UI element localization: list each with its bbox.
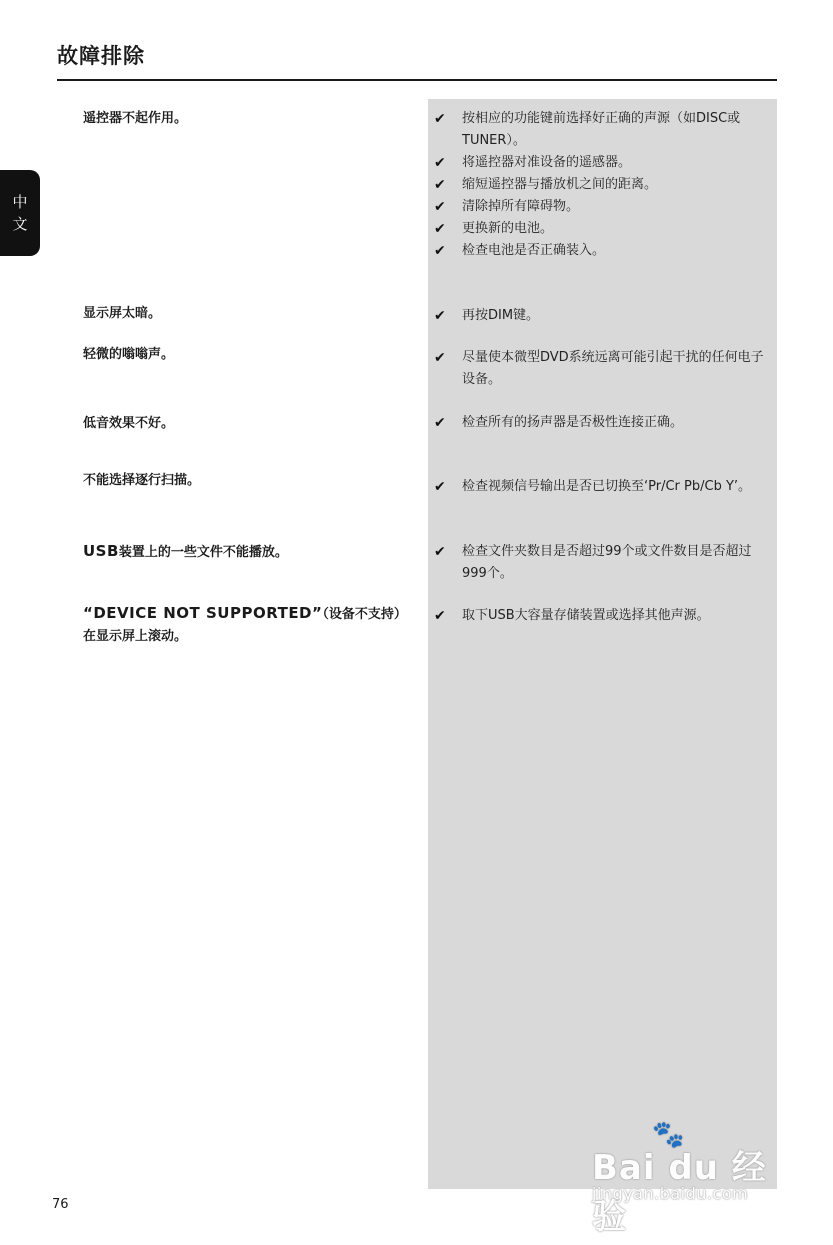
check-icon: ✔ [434,111,446,127]
solution-item: ✔ 缩短遥控器与播放机之间的距离。 [434,174,776,196]
problem-text-en: “DEVICE NOT SUPPORTED” [83,604,323,622]
solution-list [434,347,776,391]
watermark-logo: Bai du 经验 [592,1148,767,1237]
problem-text: 低音效果不好。 [83,416,175,431]
check-icon: ✔ [434,221,446,237]
solution-list [434,476,776,498]
solution-list [434,412,776,434]
solution-list [434,305,776,327]
solution-list [434,108,776,262]
solution-item: ✔ 检查文件夹数目是否超过99个或文件数目是否超过999个。 [434,541,776,585]
problem-text: 轻微的嗡嗡声。 [83,347,175,362]
check-icon: ✔ [434,199,446,215]
solution-list [434,605,776,627]
solution-item: ✔ 按相应的功能键前选择好正确的声源（如DISC或TUNER）。 [434,108,776,152]
check-icon: ✔ [434,479,446,495]
language-tab-char: 文 [12,215,28,233]
solution-item: ✔ 检查所有的扬声器是否极性连接正确。 [434,412,776,434]
check-icon: ✔ [434,544,446,560]
check-icon: ✔ [434,243,446,259]
check-icon: ✔ [434,308,446,324]
title-rule [57,79,777,81]
problem-text: USB装置上的一些文件不能播放。 [83,542,288,560]
solution-item: ✔ 再按DIM键。 [434,305,776,327]
problem-text: 遥控器不起作用。 [83,111,188,126]
language-tab-char: 中 [12,193,28,211]
check-icon: ✔ [434,177,446,193]
baidu-watermark [592,1120,782,1237]
solution-item: ✔ 清除掉所有障碍物。 [434,196,776,218]
watermark-url: jingyan.baidu.com [592,1184,749,1203]
solution-item: ✔ 取下USB大容量存储装置或选择其他声源。 [434,605,776,627]
solution-item: ✔ 检查电池是否正确装入。 [434,240,776,262]
solution-item: ✔ 检查视频信号输出是否已切换至‘Pr/Cr Pb/Cb Y’。 [434,476,776,498]
page-title: 故障排除 [57,44,145,68]
solution-item: ✔ 尽量使本微型DVD系统远离可能引起干扰的任何电子设备。 [434,347,776,391]
solution-list [434,541,776,585]
solutions-column-background [428,99,777,1189]
page-number: 76 [52,1197,69,1212]
problem-text: “DEVICE NOT SUPPORTED”（设备不支持）在显示屏上滚动。 [83,604,407,644]
solution-item: ✔ 更换新的电池。 [434,218,776,240]
solution-item: ✔ 将遥控器对准设备的遥感器。 [434,152,776,174]
language-tab [0,170,40,256]
problem-text: 显示屏太暗。 [83,306,162,321]
check-icon: ✔ [434,350,446,366]
check-icon: ✔ [434,155,446,171]
problem-text-en: USB [83,542,119,560]
problem-text: 不能选择逐行扫描。 [83,473,201,488]
paw-icon: 🐾 [652,1120,685,1150]
check-icon: ✔ [434,415,446,431]
check-icon: ✔ [434,608,446,624]
